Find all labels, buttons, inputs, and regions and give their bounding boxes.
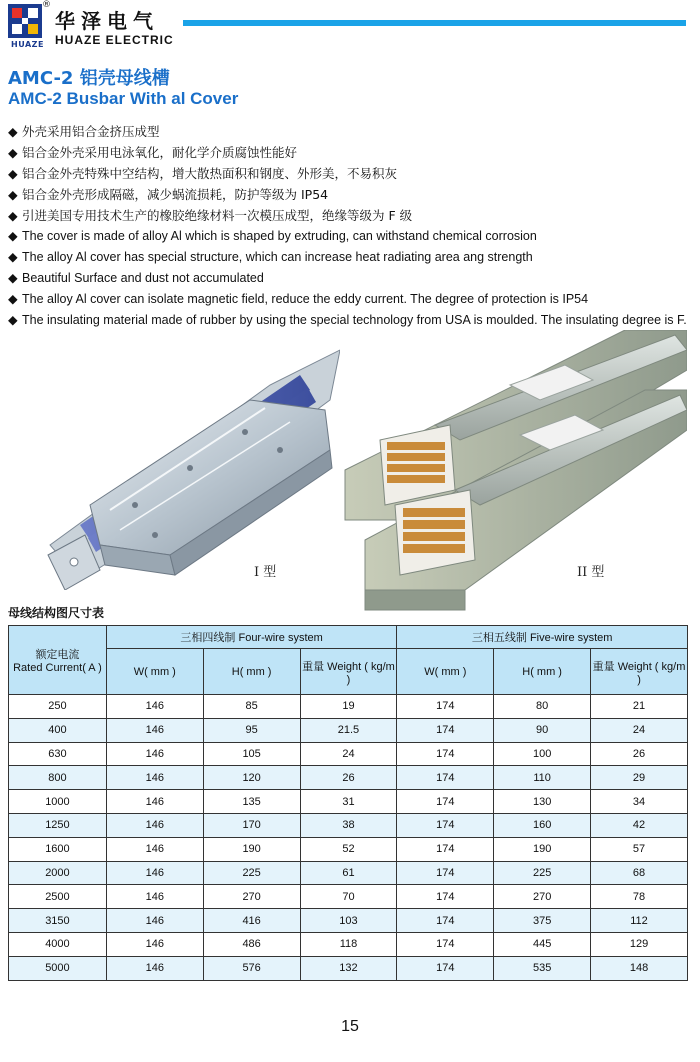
feature-item bbox=[8, 184, 688, 205]
header-four-wire: 三相四线制 Four-wire system bbox=[106, 626, 397, 649]
table-cell: 34 bbox=[591, 790, 688, 814]
table-cell: 174 bbox=[397, 956, 494, 980]
feature-item bbox=[8, 226, 688, 247]
feature-item bbox=[8, 142, 688, 163]
table-cell: 535 bbox=[494, 956, 591, 980]
table-cell: 57 bbox=[591, 837, 688, 861]
table-cell: 52 bbox=[300, 837, 397, 861]
bullet-icon: ◆ bbox=[8, 292, 18, 306]
feature-text: 引进美国专用技术生产的橡胶绝缘材料一次模压成型，绝缘等级为 F 级 bbox=[22, 208, 413, 223]
table-cell: 146 bbox=[106, 813, 203, 837]
table-cell: 146 bbox=[106, 742, 203, 766]
bullet-icon: ◆ bbox=[8, 229, 18, 243]
table-cell: 26 bbox=[300, 766, 397, 790]
table-cell: 190 bbox=[494, 837, 591, 861]
table-cell: 225 bbox=[203, 861, 300, 885]
table-cell: 24 bbox=[300, 742, 397, 766]
table-row bbox=[9, 956, 688, 980]
table-cell: 146 bbox=[106, 790, 203, 814]
feature-item bbox=[8, 247, 688, 268]
table-cell: 26 bbox=[591, 742, 688, 766]
header-rated-current bbox=[9, 626, 107, 695]
product-title-en: AMC-2 Busbar With al Cover bbox=[8, 89, 239, 108]
table-cell: 174 bbox=[397, 695, 494, 719]
table-cell: 174 bbox=[397, 766, 494, 790]
table-cell: 78 bbox=[591, 885, 688, 909]
table-cell: 21.5 bbox=[300, 718, 397, 742]
type2-label: II 型 bbox=[577, 565, 605, 580]
table-cell: 146 bbox=[106, 718, 203, 742]
table-cell: 190 bbox=[203, 837, 300, 861]
huaze-logo-icon bbox=[8, 4, 42, 38]
table-cell: 630 bbox=[9, 742, 107, 766]
table-cell: 2000 bbox=[9, 861, 107, 885]
table-cell: 146 bbox=[106, 695, 203, 719]
table-cell: 19 bbox=[300, 695, 397, 719]
table-cell: 174 bbox=[397, 909, 494, 933]
table-cell: 118 bbox=[300, 932, 397, 956]
type1-label: I 型 bbox=[254, 565, 277, 580]
bullet-icon: ◆ bbox=[8, 145, 18, 160]
table-cell: 146 bbox=[106, 932, 203, 956]
feature-list bbox=[8, 121, 688, 331]
table-row bbox=[9, 885, 688, 909]
feature-text: 铝合金外壳形成隔磁，减少蜗流损耗，防护等级为 IP54 bbox=[22, 187, 329, 202]
table-cell: 225 bbox=[494, 861, 591, 885]
table-cell: 95 bbox=[203, 718, 300, 742]
table-cell: 146 bbox=[106, 909, 203, 933]
feature-text: 外壳采用铝合金挤压成型 bbox=[22, 124, 160, 139]
table-title: 母线结构图尺寸表 bbox=[8, 606, 105, 620]
table-cell: 105 bbox=[203, 742, 300, 766]
table-row bbox=[9, 813, 688, 837]
table-cell: 416 bbox=[203, 909, 300, 933]
table-cell: 4000 bbox=[9, 932, 107, 956]
table-cell: 146 bbox=[106, 956, 203, 980]
dimension-table bbox=[8, 625, 688, 981]
table-cell: 90 bbox=[494, 718, 591, 742]
table-cell: 148 bbox=[591, 956, 688, 980]
header-weight: 重量 Weight ( kg/m ) bbox=[300, 649, 397, 695]
table-cell: 100 bbox=[494, 742, 591, 766]
table-cell: 174 bbox=[397, 932, 494, 956]
product-title-cn: AMC-2 铝壳母线槽 bbox=[8, 68, 170, 89]
feature-text: The cover is made of alloy Al which is shaped by extruding, can withstand chemical corrosion bbox=[22, 229, 537, 243]
feature-text: Beautiful Surface and dust not accumulated bbox=[22, 271, 264, 285]
table-cell: 80 bbox=[494, 695, 591, 719]
table-cell: 61 bbox=[300, 861, 397, 885]
table-cell: 135 bbox=[203, 790, 300, 814]
table-cell: 85 bbox=[203, 695, 300, 719]
bullet-icon: ◆ bbox=[8, 187, 18, 202]
header-h: H( mm ) bbox=[494, 649, 591, 695]
table-cell: 375 bbox=[494, 909, 591, 933]
bullet-icon: ◆ bbox=[8, 271, 18, 285]
header-divider bbox=[183, 20, 686, 26]
table-row bbox=[9, 932, 688, 956]
bullet-icon: ◆ bbox=[8, 250, 18, 264]
header-five-wire: 三相五线制 Five-wire system bbox=[397, 626, 688, 649]
table-row bbox=[9, 861, 688, 885]
table-cell: 270 bbox=[203, 885, 300, 909]
table-cell: 146 bbox=[106, 861, 203, 885]
feature-item bbox=[8, 163, 688, 184]
feature-text: The alloy Al cover can isolate magnetic field, reduce the eddy current. The degree of protection is IP54 bbox=[22, 292, 589, 306]
header-w: W( mm ) bbox=[106, 649, 203, 695]
table-cell: 1250 bbox=[9, 813, 107, 837]
table-row bbox=[9, 695, 688, 719]
header-weight: 重量 Weight ( kg/m ) bbox=[591, 649, 688, 695]
table-cell: 270 bbox=[494, 885, 591, 909]
table-cell: 174 bbox=[397, 837, 494, 861]
bullet-icon: ◆ bbox=[8, 313, 18, 327]
table-row bbox=[9, 837, 688, 861]
registered-mark: ® bbox=[42, 0, 51, 10]
table-cell: 42 bbox=[591, 813, 688, 837]
table-cell: 68 bbox=[591, 861, 688, 885]
table-cell: 129 bbox=[591, 932, 688, 956]
busbar-type2-image bbox=[325, 330, 687, 620]
rated-current-en: Rated Current( A ) bbox=[13, 662, 102, 674]
table-row bbox=[9, 742, 688, 766]
table-cell: 174 bbox=[397, 742, 494, 766]
table-cell: 38 bbox=[300, 813, 397, 837]
table-cell: 21 bbox=[591, 695, 688, 719]
table-cell: 24 bbox=[591, 718, 688, 742]
table-cell: 445 bbox=[494, 932, 591, 956]
table-cell: 174 bbox=[397, 861, 494, 885]
busbar-type1-image bbox=[40, 340, 340, 590]
feature-item bbox=[8, 289, 688, 310]
table-cell: 146 bbox=[106, 837, 203, 861]
feature-text: The insulating material made of rubber by using the special technology from USA is moulded. The insulating degree is F. bbox=[22, 313, 687, 327]
feature-item bbox=[8, 121, 688, 142]
table-cell: 120 bbox=[203, 766, 300, 790]
table-cell: 132 bbox=[300, 956, 397, 980]
feature-item bbox=[8, 310, 688, 331]
table-cell: 146 bbox=[106, 885, 203, 909]
table-cell: 112 bbox=[591, 909, 688, 933]
bullet-icon: ◆ bbox=[8, 166, 18, 181]
table-row bbox=[9, 790, 688, 814]
rated-current-cn: 额定电流 bbox=[35, 649, 80, 661]
brand-name-cn: 华泽电气 bbox=[55, 9, 159, 33]
table-cell: 174 bbox=[397, 885, 494, 909]
table-cell: 130 bbox=[494, 790, 591, 814]
feature-text: 铝合金外壳特殊中空结构，增大散热面积和钢度、外形美，不易积灰 bbox=[22, 166, 398, 181]
table-cell: 400 bbox=[9, 718, 107, 742]
table-cell: 70 bbox=[300, 885, 397, 909]
table-cell: 146 bbox=[106, 766, 203, 790]
table-cell: 1000 bbox=[9, 790, 107, 814]
table-cell: 5000 bbox=[9, 956, 107, 980]
table-cell: 29 bbox=[591, 766, 688, 790]
table-cell: 31 bbox=[300, 790, 397, 814]
bullet-icon: ◆ bbox=[8, 208, 18, 223]
brand-name-en: HUAZE ELECTRIC bbox=[55, 33, 174, 47]
page-number: 15 bbox=[341, 1018, 359, 1035]
header-w: W( mm ) bbox=[397, 649, 494, 695]
feature-item bbox=[8, 268, 688, 289]
table-cell: 2500 bbox=[9, 885, 107, 909]
table-cell: 576 bbox=[203, 956, 300, 980]
table-cell: 800 bbox=[9, 766, 107, 790]
table-cell: 250 bbox=[9, 695, 107, 719]
table-row bbox=[9, 718, 688, 742]
table-cell: 110 bbox=[494, 766, 591, 790]
feature-item bbox=[8, 205, 688, 226]
table-cell: 174 bbox=[397, 813, 494, 837]
table-row bbox=[9, 766, 688, 790]
bullet-icon: ◆ bbox=[8, 124, 18, 139]
company-logo bbox=[8, 4, 44, 48]
feature-text: 铝合金外壳采用电泳氧化，耐化学介质腐蚀性能好 bbox=[22, 145, 298, 160]
header-h: H( mm ) bbox=[203, 649, 300, 695]
table-cell: 1600 bbox=[9, 837, 107, 861]
table-cell: 486 bbox=[203, 932, 300, 956]
table-cell: 170 bbox=[203, 813, 300, 837]
table-cell: 3150 bbox=[9, 909, 107, 933]
logo-text: HUAZE bbox=[11, 40, 44, 49]
table-cell: 160 bbox=[494, 813, 591, 837]
table-cell: 174 bbox=[397, 718, 494, 742]
table-row bbox=[9, 909, 688, 933]
table-cell: 174 bbox=[397, 790, 494, 814]
table-cell: 103 bbox=[300, 909, 397, 933]
feature-text: The alloy Al cover has special structure, which can increase heat radiating area ang strength bbox=[22, 250, 533, 264]
